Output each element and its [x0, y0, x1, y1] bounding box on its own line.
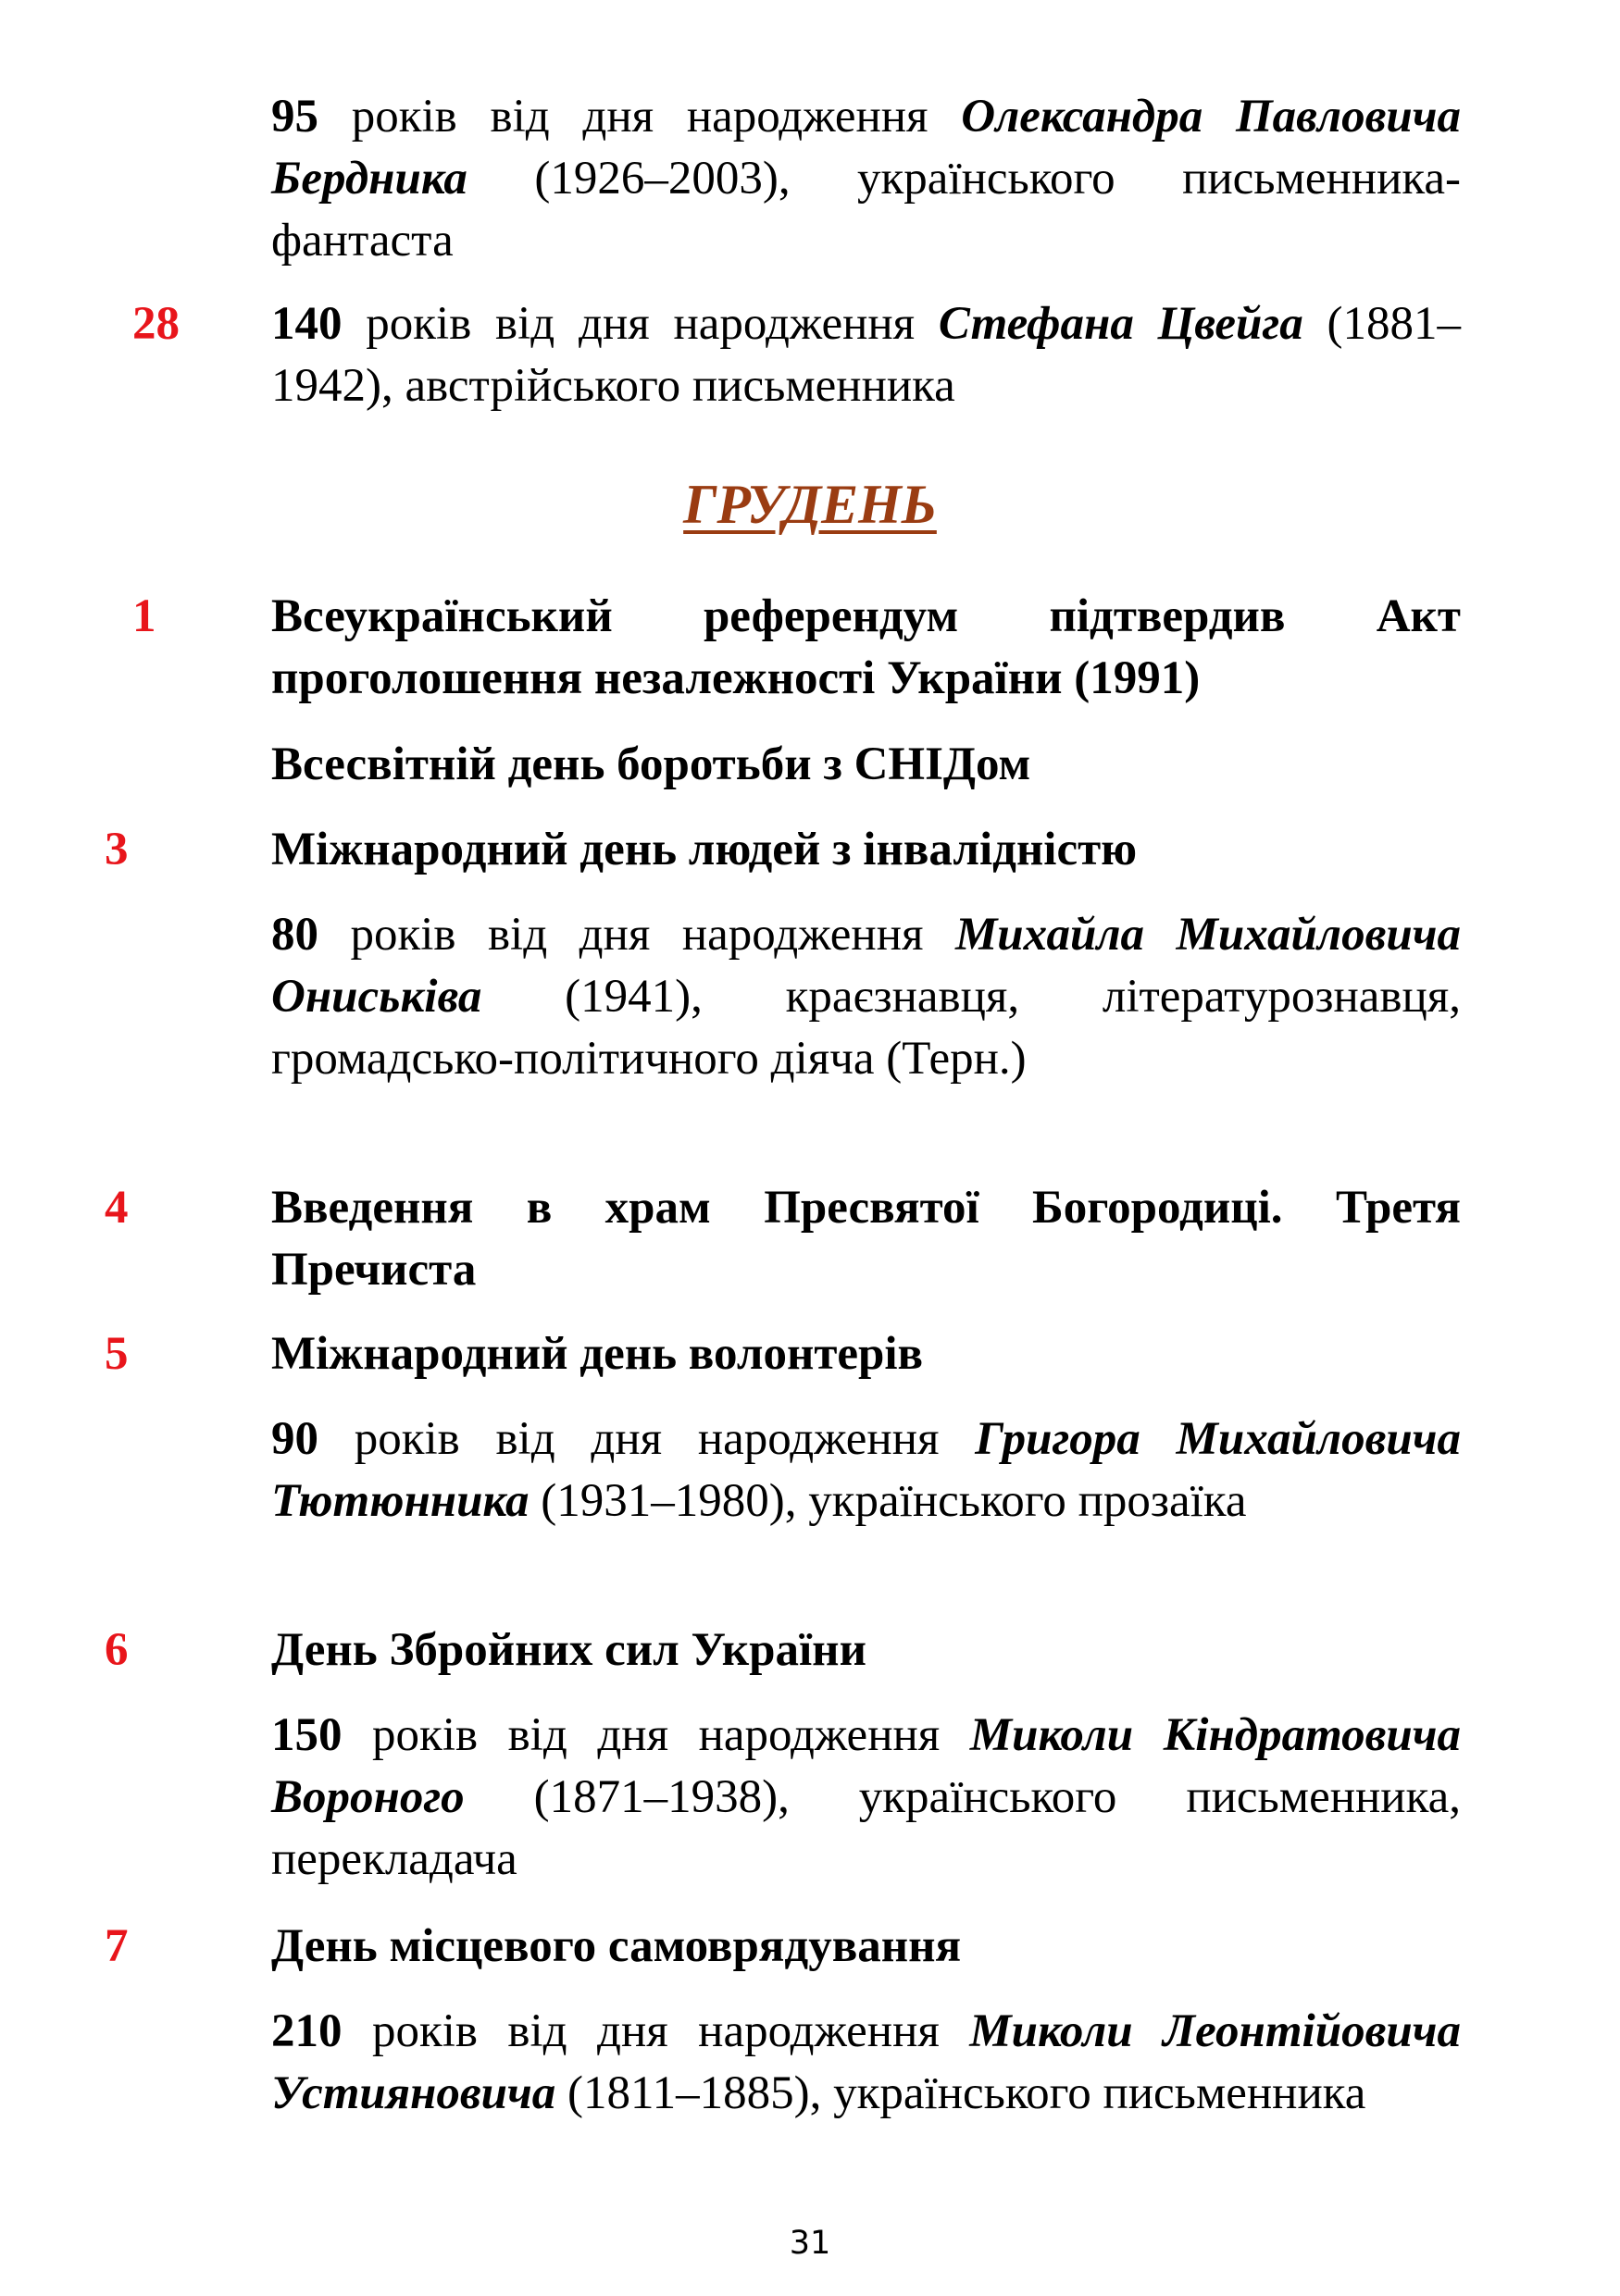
- person-description: (1931–1980), українського прозаїка: [529, 1475, 1247, 1527]
- person-description: (1941), краєзнавця, літературознавця, громадсько-політичного діяча (Терн.): [271, 971, 1461, 1085]
- event-entry: Введення в храм Пресвятої Богородиці. Третя Пречиста: [271, 1182, 1461, 1296]
- anniversary-text: років від дня народження: [342, 1709, 970, 1761]
- person-description: (1926–2003), українського письменника-фантаста: [271, 153, 1461, 267]
- anniversary-entry: [271, 86, 1461, 272]
- anniversary-years: 210: [271, 2005, 343, 2057]
- day-number: 6: [105, 1624, 129, 1676]
- anniversary-years: 90: [271, 1413, 318, 1465]
- anniversary-years: 95: [271, 91, 318, 143]
- page-number: 31: [789, 2225, 831, 2262]
- person-name: Миколи Леонтійовича Устияновича: [271, 2005, 1461, 2119]
- anniversary-years: 150: [271, 1709, 343, 1761]
- event-entry: День Збройних сил України: [271, 1624, 866, 1676]
- person-description: (1871–1938), українського письменника, перекладача: [271, 1771, 1461, 1885]
- person-name: Олександра Павловича Бердника: [271, 91, 1462, 205]
- anniversary-entry: [271, 2001, 1461, 2125]
- event-entry: Всеукраїнський референдум підтвердив Акт проголошення незалежності України (1991): [271, 590, 1461, 704]
- event-entry: Міжнародний день волонтерів: [271, 1328, 924, 1380]
- person-description: (1811–1885), українського письменника: [555, 2067, 1366, 2119]
- day-number: 28: [132, 298, 180, 350]
- anniversary-text: років від дня народження: [318, 909, 955, 961]
- day-number: 5: [105, 1328, 129, 1380]
- anniversary-entry: [271, 1705, 1461, 1891]
- person-name: Григора Михайловича Тютюнника: [271, 1413, 1461, 1527]
- person-name: Михайла Михайловича Ониськіва: [271, 909, 1461, 1023]
- day-number: 3: [105, 824, 129, 875]
- event-entry: Міжнародний день людей з інвалідністю: [271, 824, 1138, 875]
- anniversary-entry: [271, 1409, 1461, 1533]
- day-number: 1: [132, 590, 156, 642]
- anniversary-years: 80: [271, 909, 318, 961]
- anniversary-text: років від дня народження: [342, 2005, 970, 2057]
- person-name: Стефана Цвейга: [938, 298, 1303, 350]
- day-number: 4: [105, 1182, 129, 1234]
- person-name: Миколи Кіндратовича Вороного: [271, 1709, 1461, 1823]
- anniversary-text: років від дня народження: [318, 91, 962, 143]
- day-number: 7: [105, 1920, 129, 1972]
- anniversary-entry: [271, 904, 1461, 1090]
- person-description: (1881–1942), австрійського письменника: [271, 298, 1462, 412]
- event-entry: День місцевого самоврядування: [271, 1920, 962, 1972]
- anniversary-text: років від дня народження: [318, 1413, 976, 1465]
- anniversary-years: 140: [271, 298, 343, 350]
- event-entry: Всесвітній день боротьби з СНІДом: [271, 738, 1031, 790]
- anniversary-entry: [271, 293, 1461, 417]
- month-heading: ГРУДЕНЬ: [683, 474, 937, 535]
- anniversary-text: років від дня народження: [342, 298, 939, 350]
